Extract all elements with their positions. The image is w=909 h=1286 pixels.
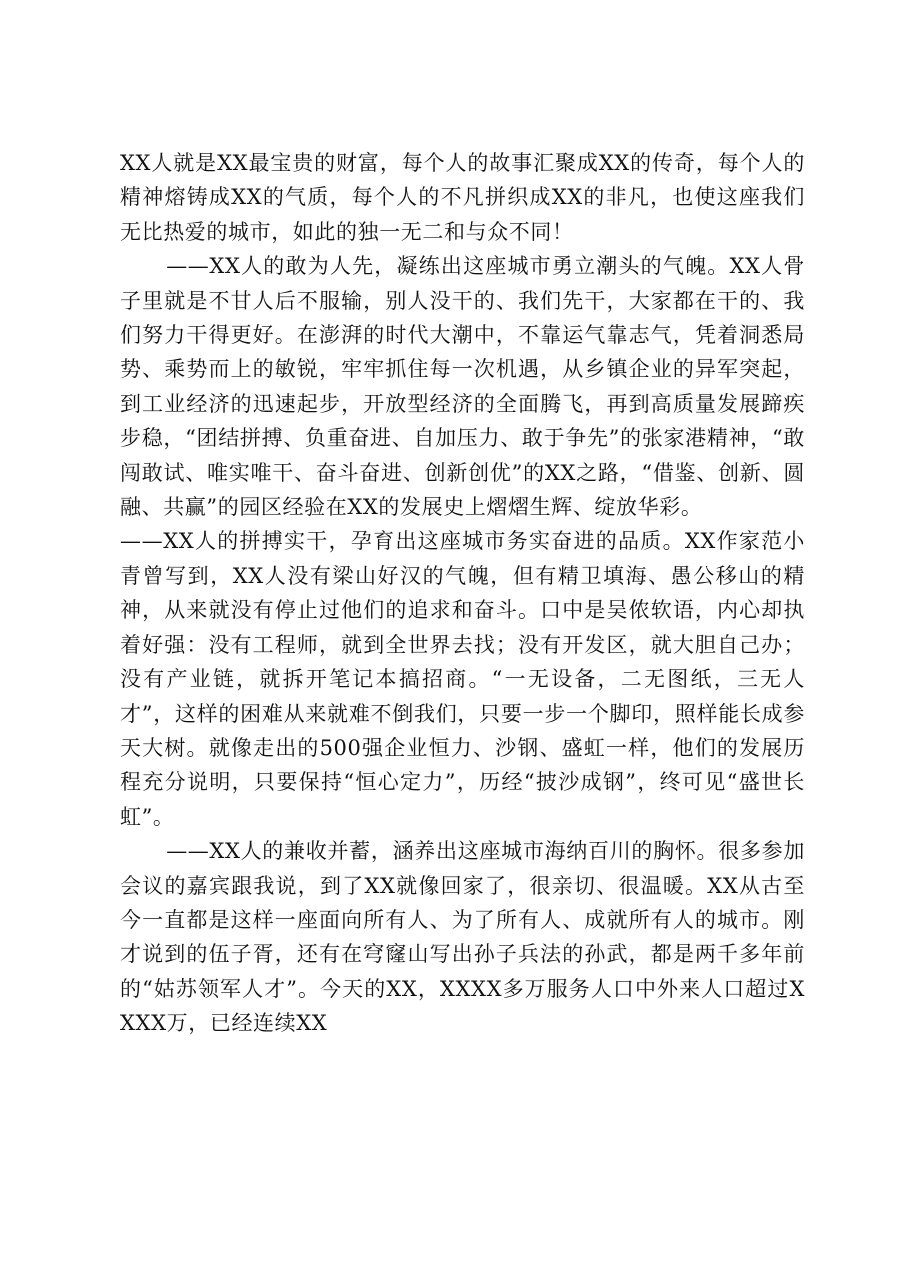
paragraph-hardwork: ——XX人的拼搏实干，孕育出这座城市务实奋进的品质。XX作家范小青曾写到，XX人没有梁山好汉的气魄，但有精卫填海、愚公移山的精神，从来就没有停止过他们的追求和奋斗。口中是吴侬软语，内心却执着好强：没有工程师，就到全世界去找；没有开发区，就大胆自己办；没有产业链，就拆开笔记本搞招商。“一无设备，二无图纸，三无人才”，这样的困难从来就难不倒我们，只要一步一个脚印，照样能长成参天大树。就像走出的500强企业恒力、沙钢、盛虹一样，他们的发展历程充分说明，只要保持“恒心定力”，历经“披沙成钢”，终可见“盛世长虹”。 [120,529,805,829]
paragraph-inclusiveness: ——XX人的兼收并蓄，涵养出这座城市海纳百川的胸怀。很多参加会议的嘉宾跟我说，到了XX就像回家了，很亲切、很温暖。XX从古至今一直都是这样一座面向所有人、为了所有人、成就所有人的城市。刚才说到的伍子胥，还有在穹窿山写出孙子兵法的孙武，都是两千多年前的“姑苏领军人才”。今天的XX，XXXX多万服务人口中外来人口超过XXXX万，已经连续XX [120,839,805,1036]
paragraph-pioneering: ——XX人的敢为人先，凝练出这座城市勇立潮头的气魄。XX人骨子里就是不甘人后不服输，别人没干的、我们先干，大家都在干的、我们努力干得更好。在澎湃的时代大潮中，不靠运气靠志气，凭着洞悉局势、乘势而上的敏锐，牢牢抓住每一次机遇，从乡镇企业的异军突起，到工业经济的迅速起步，开放型经济的全面腾飞，再到高质量发展蹄疾步稳，“团结拼搏、负重奋进、自加压力、敢于争先”的张家港精神，“敢闯敢试、唯实唯干、奋斗奋进、创新创优”的XX之路，“借鉴、创新、圆融、共赢”的园区经验在XX的发展史上熠熠生辉、绽放华彩。 [120,254,805,520]
document-body [120,146,805,1041]
paragraph-intro: XX人就是XX最宝贵的财富，每个人的故事汇聚成XX的传奇，每个人的精神熔铸成XX的气质，每个人的不凡拼织成XX的非凡，也使这座我们无比热爱的城市，如此的独一无二和与众不同！ [120,151,805,244]
